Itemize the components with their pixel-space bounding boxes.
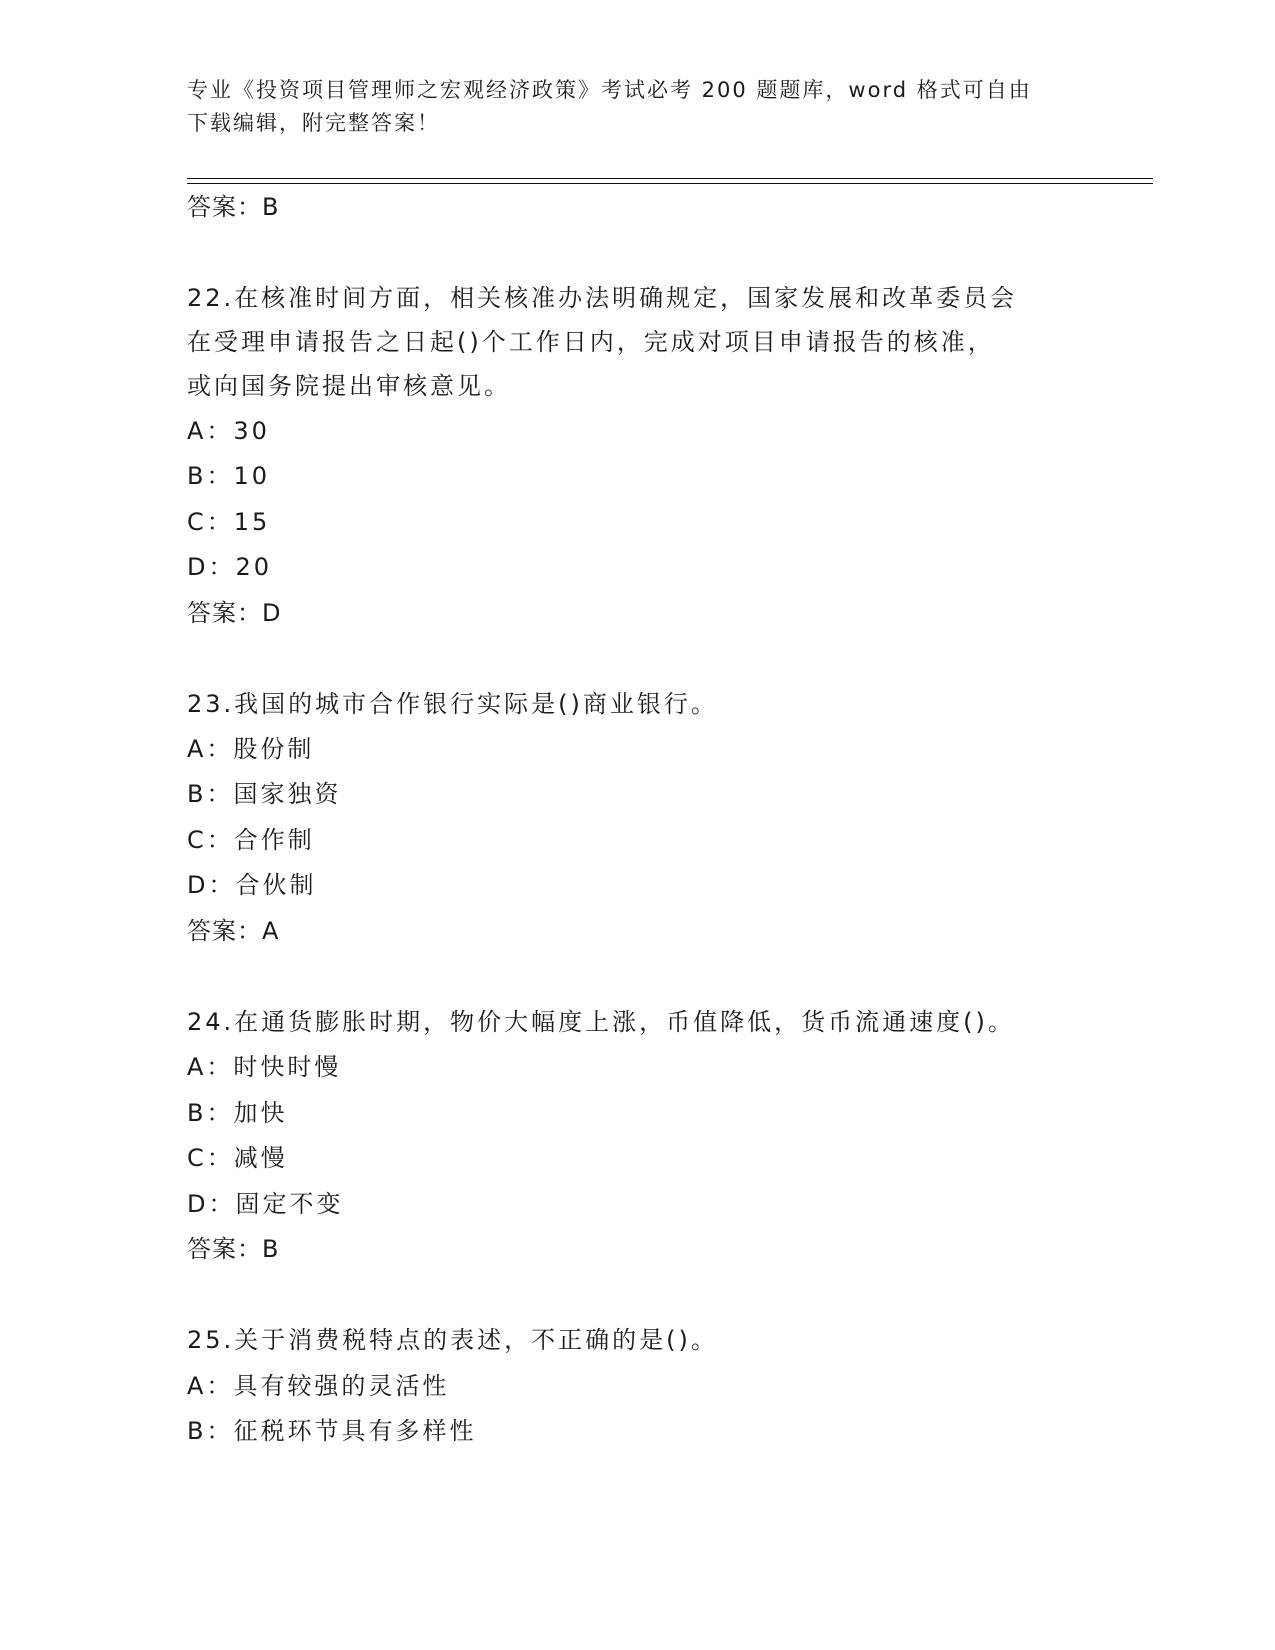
question-25-option-a: A：具有较强的灵活性 (187, 1372, 450, 1400)
header-line-2: 下载编辑，附完整答案！ (187, 111, 440, 135)
question-23-option-c: C：合作制 (187, 826, 315, 854)
question-25-option-b: B：征税环节具有多样性 (187, 1417, 477, 1445)
question-23-answer: 答案：A (187, 917, 280, 945)
question-24-option-a: A：时快时慢 (187, 1053, 342, 1081)
question-24-stem-line-1: 24.在通货膨胀时期，物价大幅度上涨，币值降低，货币流通速度()。 (187, 1008, 1015, 1036)
question-22-answer: 答案：D (187, 599, 282, 627)
question-24-option-c: C：减慢 (187, 1144, 288, 1172)
question-22-stem-line-3: 或向国务院提出审核意见。 (187, 372, 511, 400)
header-rule-bottom (187, 183, 1153, 184)
previous-answer: 答案：B (187, 193, 280, 221)
question-22-option-c: C：15 (187, 508, 271, 536)
header-line-1: 专业《投资项目管理师之宏观经济政策》考试必考 200 题题库，word 格式可自由 (187, 78, 1032, 102)
question-22-option-b: B：10 (187, 462, 271, 490)
question-23-option-d: D：合伙制 (187, 871, 317, 899)
question-24-option-b: B：加快 (187, 1099, 288, 1127)
question-24-answer: 答案：B (187, 1235, 280, 1263)
question-25-stem-line-1: 25.关于消费税特点的表述，不正确的是()。 (187, 1326, 718, 1354)
document-header (187, 74, 1087, 140)
question-23-option-a: A：股份制 (187, 735, 315, 763)
header-rule-top (187, 178, 1153, 179)
question-22-option-d: D：20 (187, 553, 273, 581)
question-23-option-b: B：国家独资 (187, 780, 342, 808)
question-22-stem-line-2: 在受理申请报告之日起()个工作日内，完成对项目申请报告的核准， (187, 328, 995, 356)
question-23-stem-line-1: 23.我国的城市合作银行实际是()商业银行。 (187, 690, 718, 718)
question-22-stem-line-1: 22.在核准时间方面，相关核准办法明确规定，国家发展和改革委员会 (187, 284, 1018, 312)
question-24-option-d: D：固定不变 (187, 1190, 344, 1218)
question-22-option-a: A：30 (187, 417, 270, 445)
